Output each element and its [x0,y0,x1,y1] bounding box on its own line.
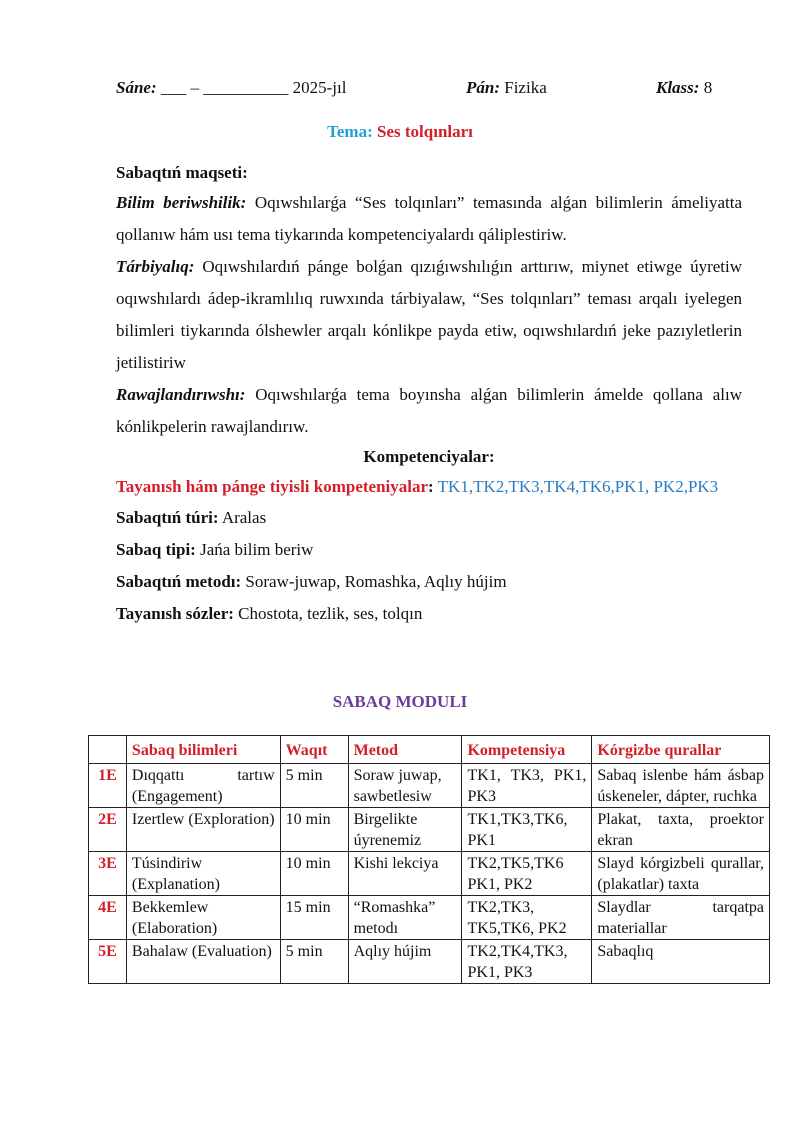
lesson-body [116,159,742,630]
date-field [116,76,346,100]
stage-number: 2E [89,808,127,852]
column-header: Kompetensiya [462,736,592,764]
time-cell: 10 min [280,852,348,896]
lesson-kind [116,534,742,566]
development-label: Rawajlandırıwshı: [116,385,246,404]
stage-cell: Túsindiriw (Explanation) [126,852,280,896]
stage-number: 3E [89,852,127,896]
time-cell: 5 min [280,764,348,808]
competency-cell: TK2,TK3, TK5,TK6, PK2 [462,896,592,940]
lesson-keywords [116,598,742,630]
method-cell: “Romashka” metodı [348,896,462,940]
competencies-colon: : [428,477,434,496]
table-header-row [89,736,770,764]
column-header [89,736,127,764]
date-value: ___ – __________ 2025-jıl [160,78,347,97]
tools-cell: Sabaqlıq [592,940,770,984]
column-header: Kórgizbe qurallar [592,736,770,764]
theme-label: Tema: [327,122,373,141]
module-table [88,735,770,984]
table-row [89,764,770,808]
subject-value: Fizika [504,78,547,97]
goals-heading: Sabaqtıń maqseti: [116,163,248,182]
stage-number: 5E [89,940,127,984]
method-label: Sabaqtıń metodı: [116,572,242,591]
method-cell: Aqlıy hújim [348,940,462,984]
competencies-value: TK1,TK2,TK3,TK4,TK6,PK1, PK2,PK3 [437,477,719,496]
type-label: Sabaqtıń túri: [116,508,219,527]
subject-label: Pán: [466,78,500,97]
competency-cell: TK1,TK3,TK6, PK1 [462,808,592,852]
method-cell: Birgelikte úyrenemiz [348,808,462,852]
development-text: Oqıwshılarǵa tema boyınsha alǵan bilimlerin ámelde qollana alıw kónlikpelerin rawajlandırıw. [116,385,743,436]
type-value: Aralas [221,508,267,527]
module-title: SABAQ MODULI [332,692,468,711]
stage-cell: Bekkemlew (Elaboration) [126,896,280,940]
competencies-line [116,471,742,502]
table-row [89,808,770,852]
date-label: Sáne: [116,78,157,97]
header-line [116,76,720,100]
method-cell: Soraw juwap, sawbetlesiw [348,764,462,808]
stage-number: 1E [89,764,127,808]
tools-cell: Plakat, taxta, proektor ekran [592,808,770,852]
upbringing-text: Oqıwshılardıń pánge bolǵan qızıǵıwshılıǵın arttırıw, miynet etiwge úyretiw oqıwshılardı ádep-ikramlılıq ruwxında tárbiyalaw, “Ses tolqınları” teması arqalı iyelegen bilimleri tiykarında ólshewler arqalı kónlikpe payda etiw, oqıwshılardıń jeke pazıyletlerin jetilistiriw [116,257,742,372]
stage-cell: Dıqqattı tartıw (Engagement) [126,764,280,808]
stage-number: 4E [89,896,127,940]
class-label: Klass: [656,78,700,97]
time-cell: 15 min [280,896,348,940]
keywords-label: Tayanısh sózler: [116,604,234,623]
competency-cell: TK2,TK5,TK6 PK1, PK2 [462,852,592,896]
tools-cell: Sabaq islenbe hám ásbap úskeneler, dápter, ruchka [592,764,770,808]
subject-field [466,76,547,100]
upbringing-label: Tárbiyalıq: [116,257,195,276]
competencies-label: Tayanısh hám pánge tiyisli kompeteniyalar [116,477,429,496]
kind-value: Jańa bilim beriw [200,540,314,559]
time-cell: 5 min [280,940,348,984]
table-row [89,896,770,940]
column-header: Sabaq bilimleri [126,736,280,764]
goal-development [116,379,742,443]
time-cell: 10 min [280,808,348,852]
tools-cell: Slayd kórgizbeli qurallar, (plakatlar) taxta [592,852,770,896]
kind-label: Sabaq tipi: [116,540,196,559]
column-header: Metod [348,736,462,764]
goal-education [116,187,742,251]
goal-upbringing [116,251,742,379]
tools-cell: Slaydlar tarqatpa materiallar [592,896,770,940]
competencies-heading: Kompetenciyalar: [363,447,495,466]
method-cell: Kishi lekciya [348,852,462,896]
lesson-method [116,566,742,598]
theme-value: Ses tolqınları [377,122,473,141]
lesson-theme [0,120,800,144]
table-row [89,940,770,984]
class-value: 8 [703,78,713,97]
competency-cell: TK1, TK3, PK1, PK3 [462,764,592,808]
education-text: Oqıwshılarǵa “Ses tolqınları” temasında alǵan bilimlerin ámeliyatta qollanıw hám usı tema tiykarında kompetenciyalardı qáliplestiriw. [116,193,743,244]
class-field [656,76,712,100]
lesson-type [116,502,742,534]
method-value: Soraw-juwap, Romashka, Aqlıy hújim [245,572,507,591]
keywords-value: Chostota, tezlik, ses, tolqın [238,604,423,623]
stage-cell: Izertlew (Exploration) [126,808,280,852]
competency-cell: TK2,TK4,TK3, PK1, PK3 [462,940,592,984]
column-header: Waqıt [280,736,348,764]
stage-cell: Bahalaw (Evaluation) [126,940,280,984]
education-label: Bilim beriwshilik: [116,193,247,212]
table-row [89,852,770,896]
